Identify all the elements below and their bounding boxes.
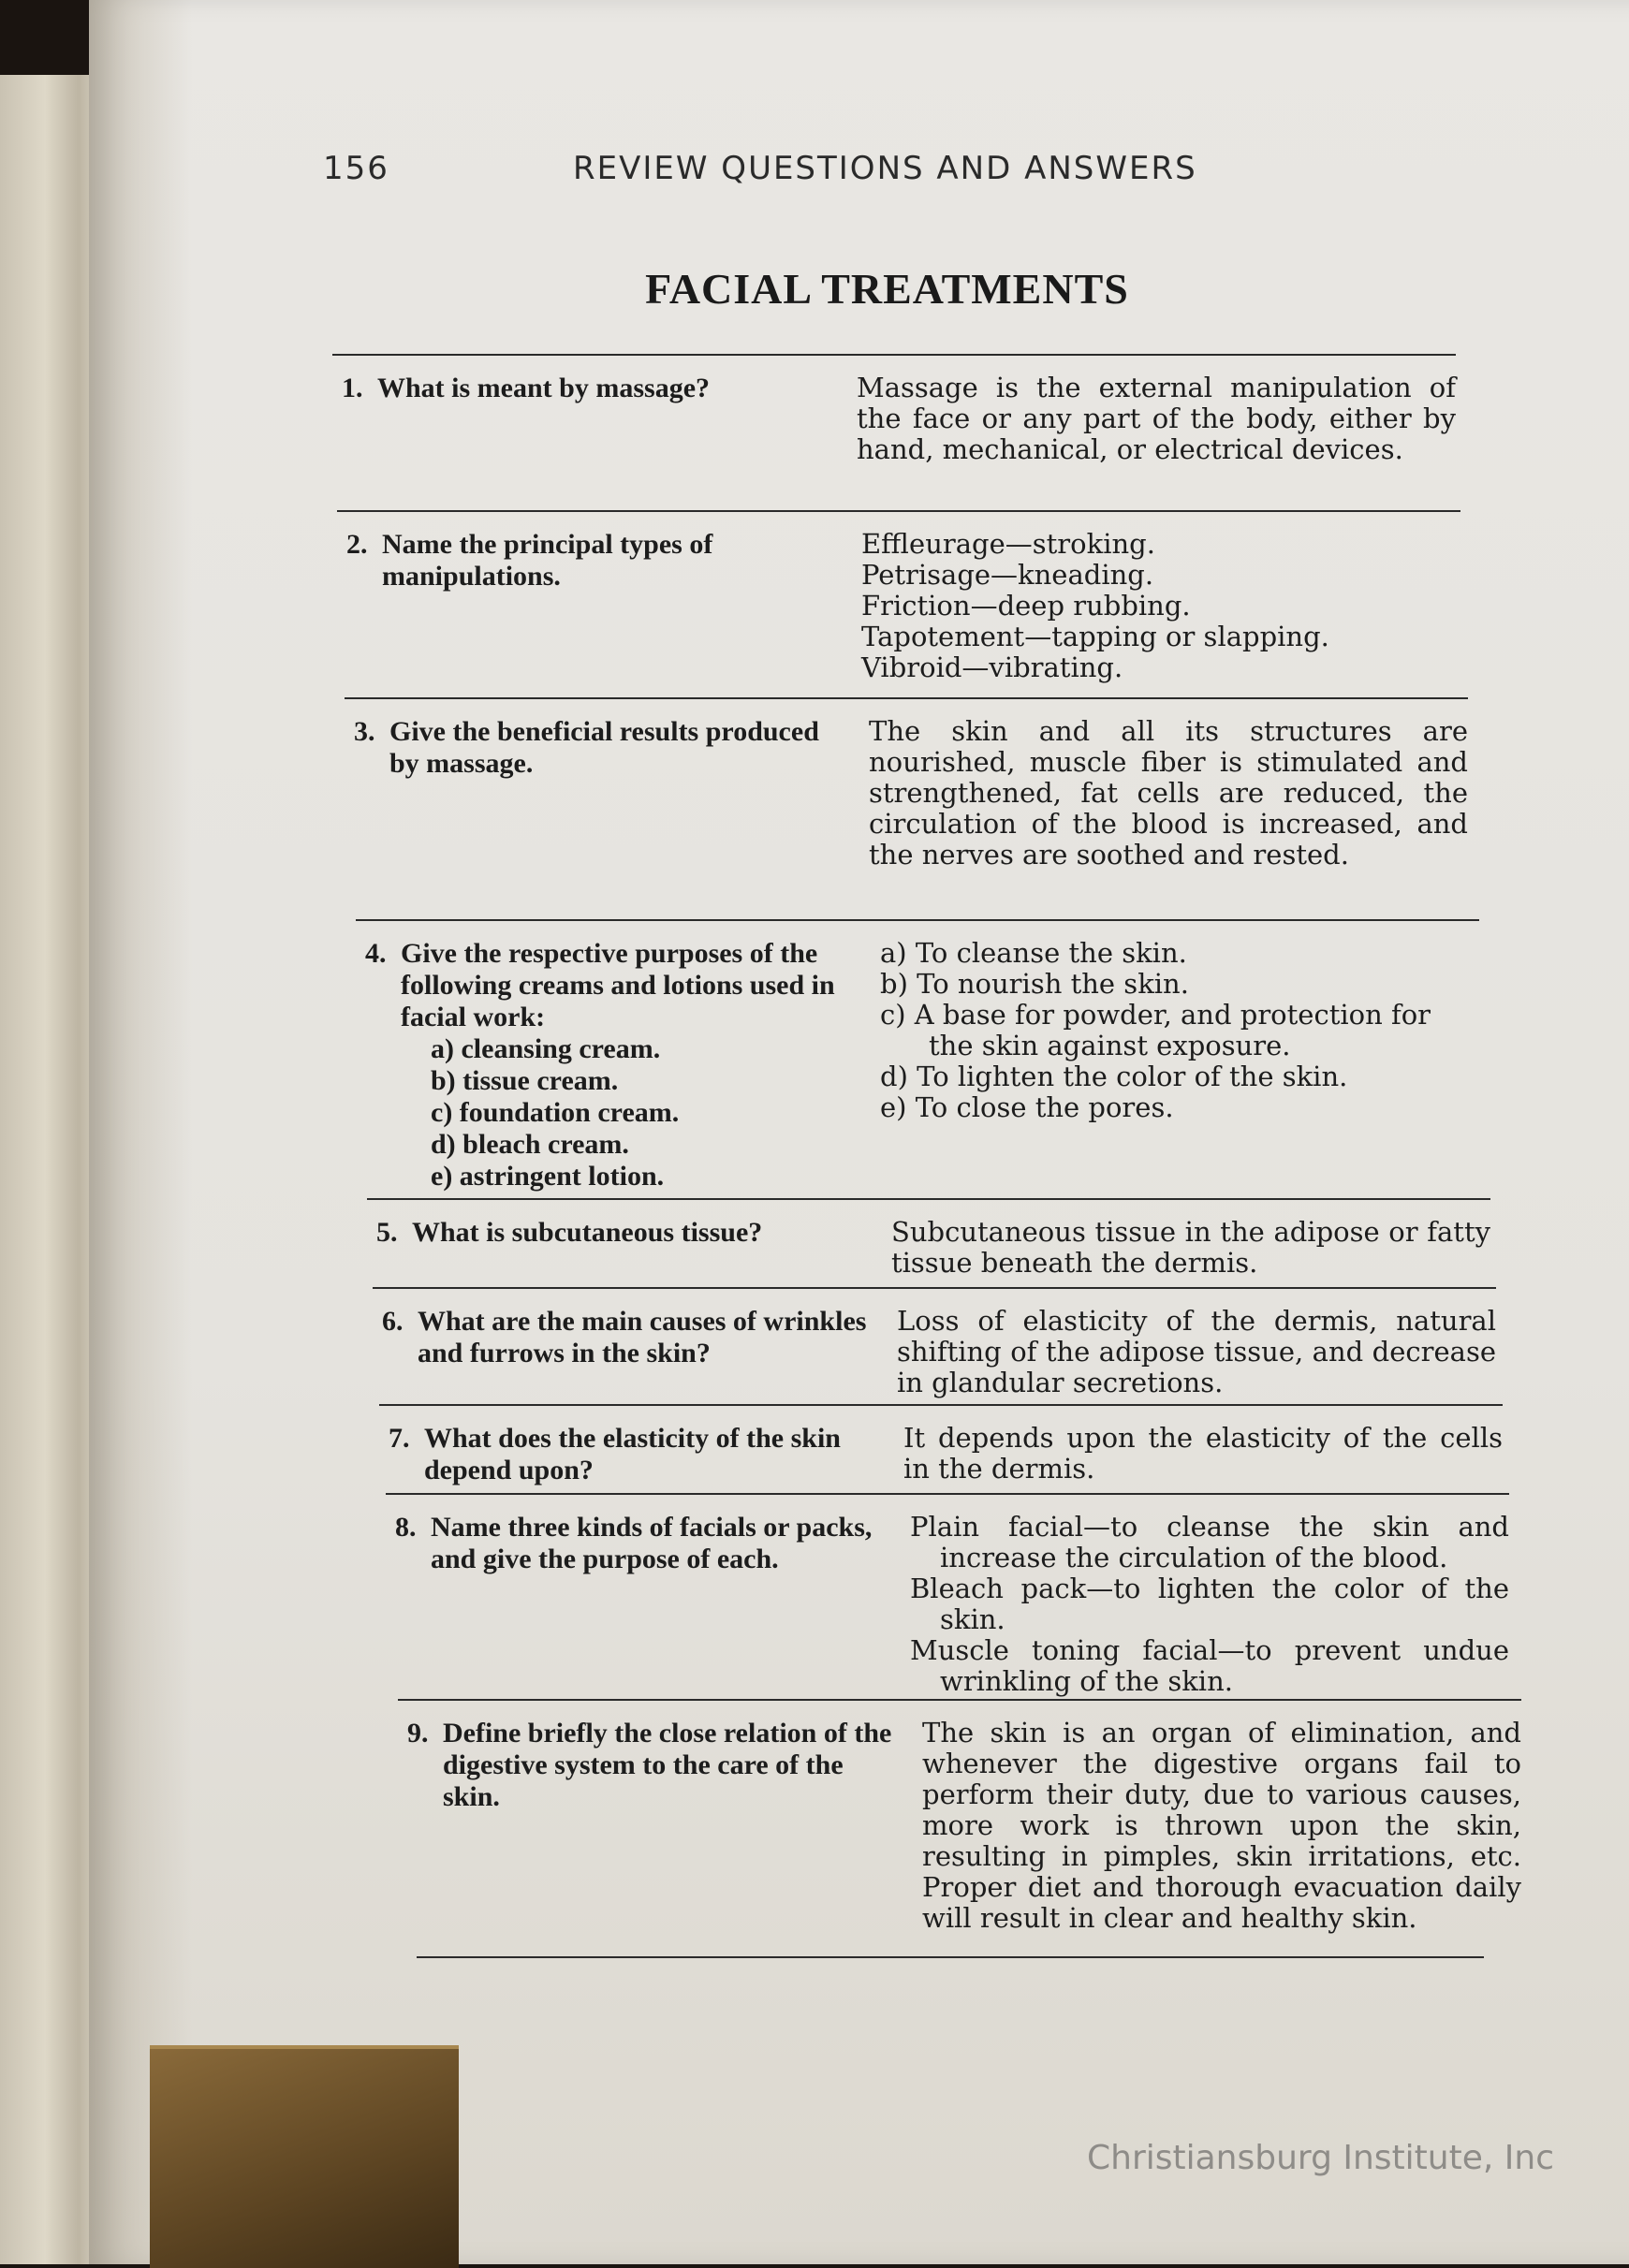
answer: Massage is the external manipulation of the face or any part of the body, either by hand, mechanical, or electrical devices. bbox=[857, 372, 1456, 465]
question: 7. What does the elasticity of the skin depend upon? bbox=[389, 1423, 841, 1485]
question: 4. Give the respective purposes of the following creams and lotions used in facial work: a) cleansing cream. b) tissue cream. c) foundation cream. d) bleach cream. e) astringent lotion. bbox=[365, 938, 835, 1192]
question: 6. What are the main causes of wrinkles and furrows in the skin? bbox=[382, 1306, 867, 1368]
question: 1. What is meant by massage? bbox=[342, 373, 711, 403]
answer: a) To cleanse the skin. b) To nourish the skin. c) A base for powder, and protection for the skin against exposure. d) To lighten the color of the skin. e) To close the pores. bbox=[880, 937, 1431, 1123]
page-number: 156 bbox=[323, 150, 389, 187]
qa-item-8 bbox=[386, 1493, 1509, 1696]
answer: Loss of elasticity of the dermis, natural shifting of the adipose tissue, and decrease in glandular secretions. bbox=[897, 1305, 1496, 1398]
qa-item-2 bbox=[337, 510, 1460, 695]
qa-item-7 bbox=[379, 1404, 1503, 1490]
section-title: FACIAL TREATMENTS bbox=[645, 265, 1129, 313]
qa-item-4 bbox=[356, 919, 1479, 1193]
answer: The skin and all its structures are nourished, muscle fiber is stimulated and strengthened, fat cells are reduced, the circulation of the blood is increased, and the nerves are soothed and rested. bbox=[869, 715, 1468, 871]
question: 9. Define briefly the close relation of the digestive system to the care of the skin. bbox=[407, 1718, 892, 1812]
running-title: REVIEW QUESTIONS AND ANSWERS bbox=[573, 150, 1197, 187]
question: 2. Name the principal types of manipulations. bbox=[346, 529, 713, 592]
watermark: Christiansburg Institute, Inc bbox=[1086, 2139, 1554, 2177]
answer: Plain facial—to cleanse the skin and increase the circulation of the blood. Bleach pack—to lighten the color of the skin. Muscle toning facial—to prevent undue wrinkling of the skin. bbox=[910, 1511, 1509, 1697]
question: 3. Give the beneficial results produced by massage. bbox=[354, 716, 819, 779]
book-clip bbox=[150, 2045, 459, 2268]
qa-item-9 bbox=[398, 1699, 1521, 1953]
qa-item-3 bbox=[345, 697, 1468, 915]
answer: Effleurage—stroking. Petrisage—kneading. Friction—deep rubbing. Tapotement—tapping or slapping. Vibroid—vibrating. bbox=[861, 528, 1329, 683]
answer: It depends upon the elasticity of the cells in the dermis. bbox=[903, 1422, 1503, 1485]
qa-item-6 bbox=[373, 1287, 1496, 1403]
answer: The skin is an organ of elimination, and whenever the digestive organs fail to perform their duty, due to various causes, more work is thrown upon the skin, resulting in pimples, skin irritations, etc. Proper diet and thorough evacuation daily will result in clear and healthy skin. bbox=[922, 1717, 1521, 1934]
answer: Subcutaneous tissue in the adipose or fatty tissue beneath the dermis. bbox=[891, 1216, 1490, 1279]
qa-item-5 bbox=[367, 1198, 1490, 1286]
bottom-rule bbox=[417, 1956, 1484, 1958]
question: 8. Name three kinds of facials or packs, and give the purpose of each. bbox=[395, 1512, 873, 1574]
question: 5. What is subcutaneous tissue? bbox=[376, 1217, 763, 1248]
page-gutter bbox=[89, 0, 192, 2264]
qa-item-1 bbox=[332, 354, 1456, 505]
